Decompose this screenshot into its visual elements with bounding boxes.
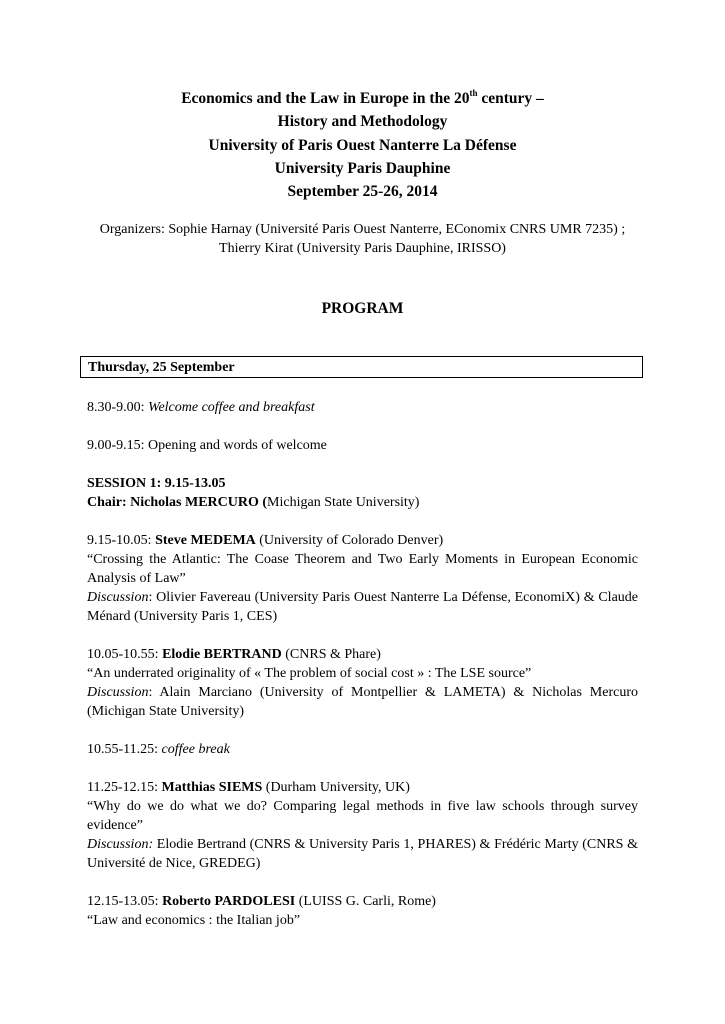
chair-affiliation: Michigan State University) — [267, 495, 420, 510]
talk-3-title: “Why do we do what we do? Comparing legal methods in five law schools through survey evidence” — [87, 799, 638, 833]
discussion-text: : Olivier Favereau (University Paris Ouest Nanterre La Défense, EconomiX) & Claude Ménard (University Paris 1, CES) — [87, 590, 638, 624]
title-text-suffix: century – — [477, 90, 544, 107]
affiliation: (LUISS G. Carli, Rome) — [295, 894, 436, 909]
event-text: Welcome coffee and breakfast — [148, 400, 315, 415]
organizers-line-2: Thierry Kirat (University Paris Dauphine, IRISSO) — [219, 241, 506, 256]
talk-1 — [87, 531, 638, 550]
discussion-text: : Alain Marciano (University of Montpellier & LAMETA) & Nicholas Mercuro (Michigan State University) — [87, 685, 638, 719]
organizers-line-1: Organizers: Sophie Harnay (Université Paris Ouest Nanterre, EConomix CNRS UMR 7235) ; — [99, 222, 626, 237]
talk-3-discussion — [87, 835, 638, 873]
event-text: coffee break — [161, 742, 230, 757]
time: 12.15-13.05: — [87, 894, 163, 909]
program-content — [87, 398, 638, 930]
schedule-item-break — [87, 740, 638, 759]
title-line-4: University Paris Dauphine — [274, 159, 451, 177]
discussion-label: Discussion — [87, 590, 149, 605]
title-line-3: University of Paris Ouest Nanterre La Défense — [208, 136, 517, 154]
title-superscript: th — [469, 87, 478, 98]
title-text: Economics and the Law in Europe in the 20 — [181, 90, 470, 107]
discussion-label: Discussion: — [87, 837, 154, 852]
speaker: Roberto PARDOLESI — [162, 894, 296, 909]
title-line-2: History and Methodology — [277, 113, 448, 131]
session-chair — [87, 493, 638, 512]
time: 8.30-9.00: — [87, 400, 149, 415]
time: 11.25-12.15: — [87, 780, 162, 795]
time: 10.55-11.25: — [87, 742, 162, 757]
program-heading: PROGRAM — [321, 300, 404, 317]
speaker: Steve MEDEMA — [155, 533, 256, 548]
title-line-5: September 25-26, 2014 — [287, 183, 438, 201]
talk-4 — [87, 892, 638, 911]
time: 9.15-10.05: — [87, 533, 156, 548]
speaker: Matthias SIEMS — [161, 780, 263, 795]
day-header-box: Thursday, 25 September — [80, 356, 643, 378]
session-title: SESSION 1: 9.15-13.05 — [87, 476, 226, 491]
title-line-1 — [0, 87, 725, 110]
schedule-item-opening: 9.00-9.15: Opening and words of welcome — [87, 438, 327, 453]
schedule-item-welcome — [87, 398, 638, 417]
organizers — [60, 220, 665, 258]
discussion-label: Discussion — [87, 685, 149, 700]
affiliation: (University of Colorado Denver) — [255, 533, 444, 548]
talk-1-title: “Crossing the Atlantic: The Coase Theorem and Two Early Moments in European Economic Analysis of Law” — [87, 552, 638, 586]
talk-3 — [87, 778, 638, 797]
affiliation: (Durham University, UK) — [262, 780, 410, 795]
discussion-text: Elodie Bertrand (CNRS & University Paris 1, PHARES) & Frédéric Marty (CNRS & Université de Nice, GREDEG) — [87, 837, 638, 871]
chair-label: Chair: Nicholas MERCURO ( — [87, 495, 268, 510]
talk-2-title: “An underrated originality of « The problem of social cost » : The LSE source” — [87, 666, 532, 681]
affiliation: (CNRS & Phare) — [281, 647, 381, 662]
talk-2-discussion — [87, 683, 638, 721]
talk-1-discussion — [87, 588, 638, 626]
document-header — [0, 87, 725, 203]
talk-2 — [87, 645, 638, 664]
speaker: Elodie BERTRAND — [162, 647, 282, 662]
time: 10.05-10.55: — [87, 647, 163, 662]
talk-4-title: “Law and economics : the Italian job” — [87, 913, 301, 928]
